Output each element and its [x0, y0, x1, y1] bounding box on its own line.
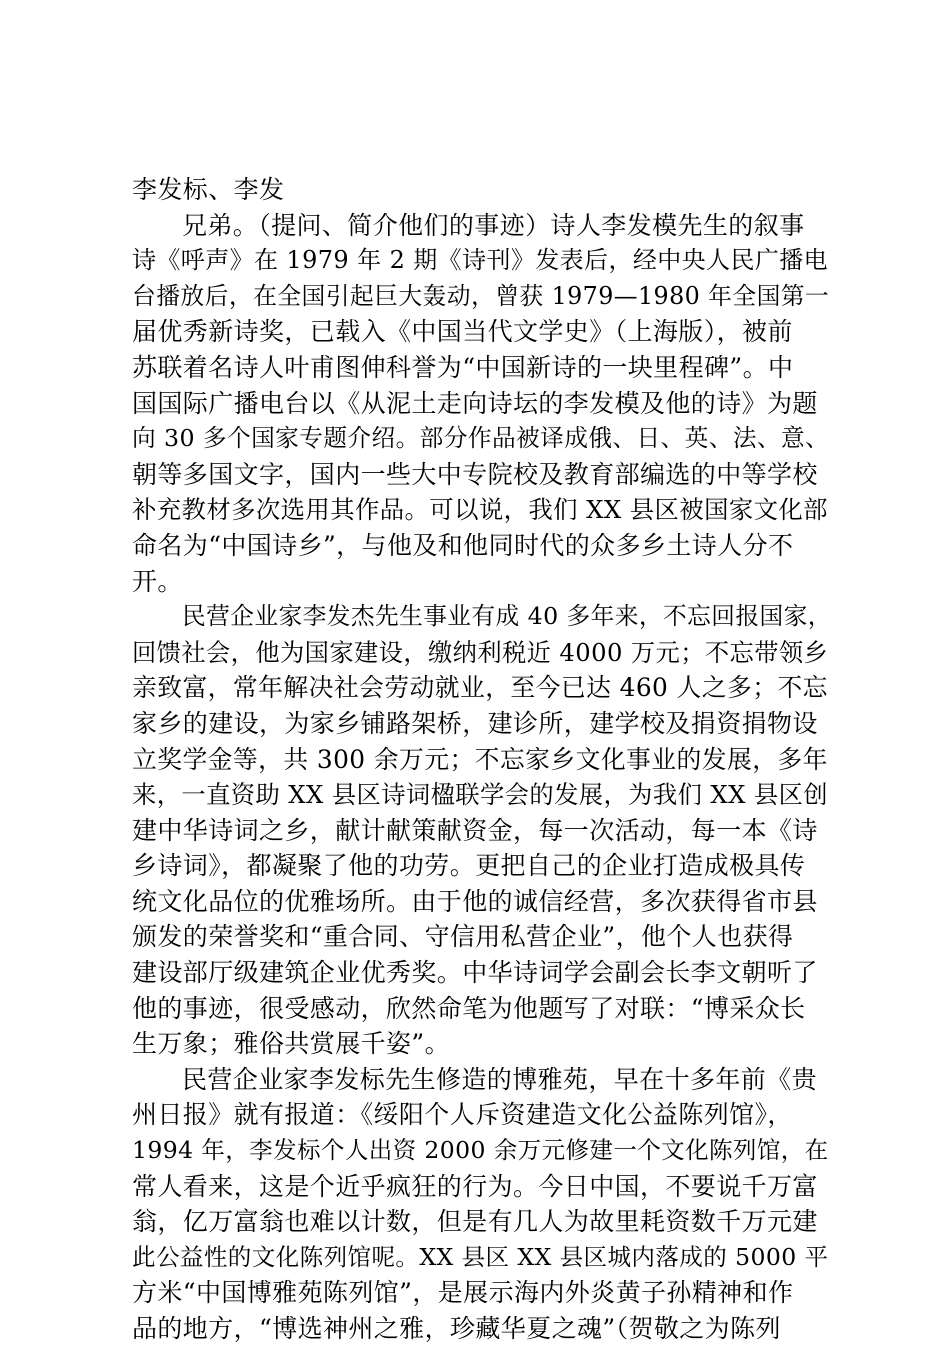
text-line: 统文化品位的优雅场所。由于他的诚信经营，多次获得省市县 [132, 886, 818, 916]
text-line: 来，一直资助 XX 县区诗词楹联学会的发展，为我们 XX 县区创 [132, 780, 829, 810]
text-line: 开。 [132, 566, 183, 596]
text-line: 常人看来，这是个近乎疯狂的行为。今日中国，不要说千万富 [132, 1171, 818, 1201]
text-line: 李发标、李发 [132, 175, 285, 204]
text-line: 民营企业家李发标先生修造的博雅苑，早在十多年前《贵 [182, 1064, 818, 1094]
text-line: 立奖学金等，共 300 余万元；不忘家乡文化事业的发展，多年 [132, 744, 828, 774]
text-line: 翁，亿万富翁也难以计数，但是有几人为故里耗资数千万元建 [132, 1207, 818, 1237]
text-line: 苏联着名诗人叶甫图伸科誉为“中国新诗的一块里程碑”。中 [132, 352, 794, 382]
text-line: 1994 年，李发标个人出资 2000 余万元修建一个文化陈列馆，在 [132, 1136, 829, 1165]
text-line: 此公益性的文化陈列馆呢。XX 县区 XX 县区城内落成的 5000 平 [132, 1242, 829, 1271]
text-line: 州日报》就有报道：《绥阳个人斥资建造文化公益陈列馆》， [132, 1100, 793, 1130]
text-line: 兄弟。（提问、简介他们的事迹）诗人李发模先生的叙事 [182, 210, 805, 240]
text-line: 生万象；雅俗共赏展千姿”。 [132, 1029, 450, 1059]
text-line: 建中华诗词之乡，献计献策献资金，每一次活动，每一本《诗 [132, 815, 818, 845]
text-line: 届优秀新诗奖，已载入《中国当代文学史》（上海版），被前 [132, 317, 793, 347]
text-line: 乡诗词》，都凝聚了他的功劳。更把自己的企业打造成极具传 [132, 851, 806, 881]
text-line: 补充教材多次选用其作品。可以说，我们 XX 县区被国家文化部 [132, 495, 828, 525]
text-line: 亲致富，常年解决社会劳动就业，至今已达 460 人之多；不忘 [132, 673, 828, 703]
text-line: 家乡的建设，为家乡铺路架桥，建诊所，建学校及捐资捐物设 [132, 708, 818, 738]
text-line: 颁发的荣誉奖和“重合同、守信用私营企业”，他个人也获得 [132, 922, 794, 952]
text-line: 他的事迹，很受感动，欣然命笔为他题写了对联：“博采众长 [132, 993, 806, 1023]
text-line: 命名为“中国诗乡”，与他及和他同时代的众多乡土诗人分不 [132, 530, 794, 560]
text-line: 台播放后，在全国引起巨大轰动，曾获 1979—1980 年全国第一 [132, 281, 830, 310]
text-line: 国国际广播电台以《从泥土走向诗坛的李发模及他的诗》为题 [132, 388, 818, 418]
text-line: 回馈社会，他为国家建设，缴纳利税近 4000 万元；不忘带领乡 [132, 637, 829, 667]
text-line: 品的地方，“博选神州之雅，珍藏华夏之魂”（贺敬之为陈列 [132, 1314, 781, 1343]
text-line: 朝等多国文字，国内一些大中专院校及教育部编选的中等学校 [132, 459, 818, 489]
text-line: 方米“中国博雅苑陈列馆”，是展示海内外炎黄子孙精神和作 [132, 1278, 794, 1308]
text-line: 建设部厅级建筑企业优秀奖。中华诗词学会副会长李文朝听了 [132, 958, 818, 988]
text-line: 诗《呼声》在 1979 年 2 期《诗刊》发表后，经中央人民广播电 [132, 246, 829, 275]
body-text [132, 172, 832, 1347]
text-line: 向 30 多个国家专题介绍。部分作品被译成俄、日、英、法、意、 [132, 424, 830, 453]
text-line: 民营企业家李发杰先生事业有成 40 多年来，不忘回报国家， [182, 602, 832, 631]
